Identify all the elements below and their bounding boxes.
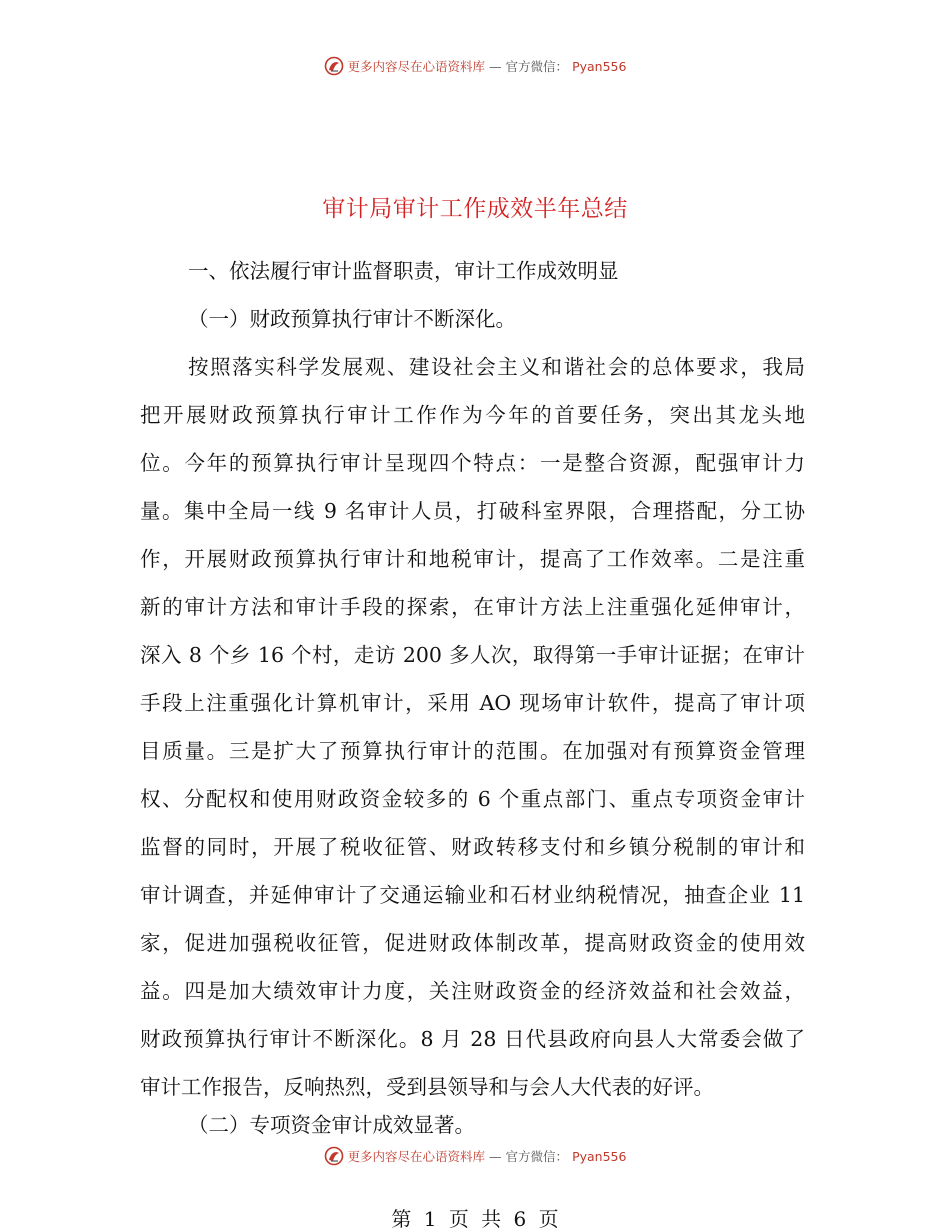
paragraph-line: 财政预算执行审计不断深化。8 月 28 日代县政府向县人大常委会做了 [140,1027,805,1051]
paragraph-line: 监督的同时，开展了税收征管、财政转移支付和乡镇分税制的审计和 [140,835,805,859]
paragraph-line: 家，促进加强税收征管，促进财政体制改革，提高财政资金的使用效 [140,931,805,955]
watermark-separator: — [489,1148,502,1164]
page-number: 第 1 页 共 6 页 [391,1207,559,1231]
header-watermark [0,56,950,76]
sub-2-heading: （二）专项资金审计成效显著。 [188,1113,475,1137]
brand-logo-icon [324,1146,344,1166]
watermark-wechat-id: Pyan556 [572,58,627,74]
watermark-wechat-id: Pyan556 [572,1148,627,1164]
paragraph-line: 目质量。三是扩大了预算执行审计的范围。在加强对有预算资金管理 [140,739,805,763]
footer-watermark [0,1146,950,1166]
paragraph-line: 权、分配权和使用财政资金较多的 6 个重点部门、重点专项资金审计 [140,787,805,811]
paragraph-line: 新的审计方法和审计手段的探索，在审计方法上注重强化延伸审计， [140,595,805,619]
watermark-wechat-label: 官方微信： [505,59,569,74]
section-1-heading: 一、依法履行审计监督职责，审计工作成效明显 [188,259,619,283]
paragraph-line: 位。今年的预算执行审计呈现四个特点：一是整合资源，配强审计力 [140,451,805,475]
paragraph-line: 审计调查，并延伸审计了交通运输业和石材业纳税情况，抽查企业 11 [140,883,805,907]
watermark-wechat-label: 官方微信： [505,1149,569,1164]
sub-1-heading: （一）财政预算执行审计不断深化。 [188,307,516,331]
paragraph-line: 作，开展财政预算执行审计和地税审计，提高了工作效率。二是注重 [140,547,805,571]
paragraph-line: 把开展财政预算执行审计工作作为今年的首要任务，突出其龙头地 [140,403,805,427]
paragraph-line: 益。四是加大绩效审计力度，关注财政资金的经济效益和社会效益， [140,979,805,1003]
watermark-brand-text: 更多内容尽在心语资料库 [347,59,486,74]
watermark-separator: — [489,58,502,74]
paragraph-1 [140,343,805,1111]
paragraph-line: 审计工作报告，反响热烈，受到县领导和与会人大代表的好评。 [140,1075,714,1099]
document-title: 审计局审计工作成效半年总结 [322,196,628,222]
watermark-brand-text: 更多内容尽在心语资料库 [347,1149,486,1164]
paragraph-line: 深入 8 个乡 16 个村，走访 200 多人次，取得第一手审计证据；在审计 [140,643,805,667]
paragraph-line: 按照落实科学发展观、建设社会主义和谐社会的总体要求，我局 [188,355,805,379]
paragraph-line: 量。集中全局一线 9 名审计人员，打破科室界限，合理搭配，分工协 [140,499,805,523]
brand-logo-icon [324,56,344,76]
paragraph-line: 手段上注重强化计算机审计，采用 AO 现场审计软件，提高了审计项 [140,691,805,715]
